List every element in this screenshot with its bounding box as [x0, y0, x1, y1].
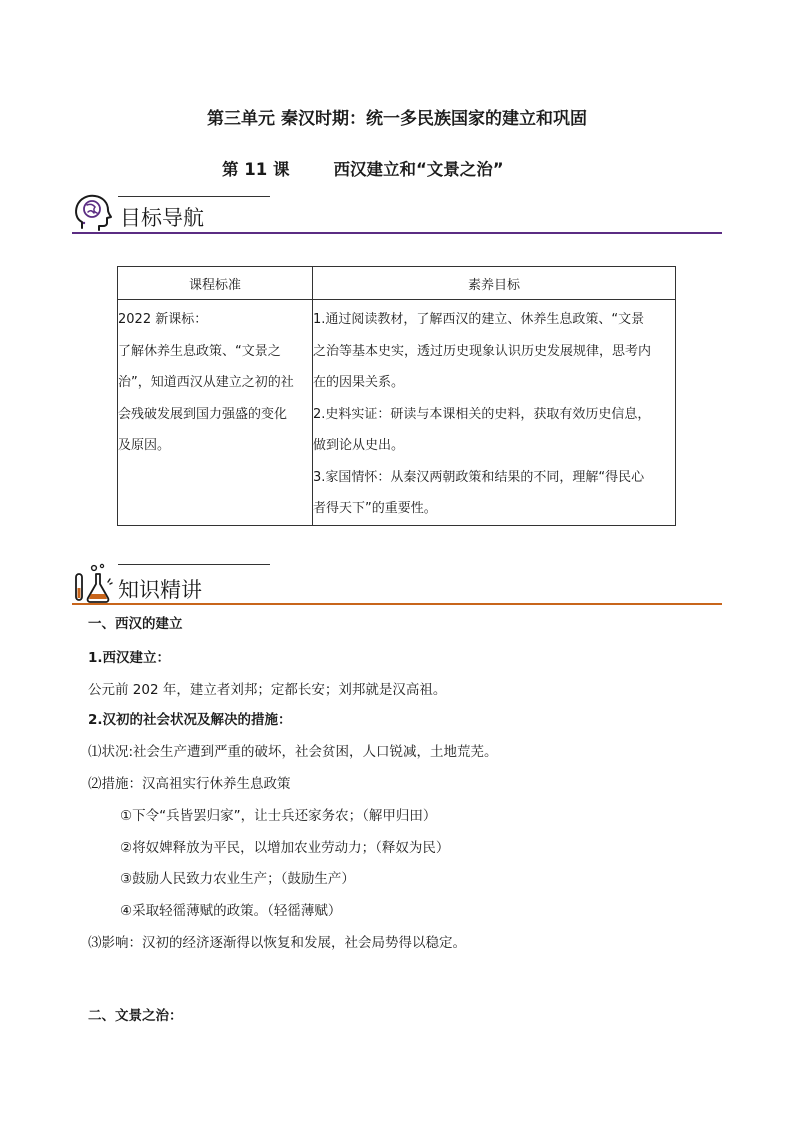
measure-item: ②将奴婢释放为平民，以增加农业劳动力；（释奴为民） — [120, 840, 450, 856]
section-goals-topline — [118, 196, 270, 197]
measures-text: ⑵措施：汉高祖实行休养生息政策 — [88, 776, 291, 792]
curriculum-standard-cell — [118, 300, 313, 526]
literacy-line: 1.通过阅读教材，了解西汉的建立、休养生息政策、“文景 — [313, 312, 645, 327]
standard-line: 会残破发展到国力强盛的变化 — [118, 406, 288, 422]
impact-text: ⑶影响：汉初的经济逐渐得以恢复和发展，社会局势得以稳定。 — [88, 935, 466, 951]
standard-line: 2022 新课标： — [118, 312, 208, 327]
literacy-line: 在的因果关系。 — [313, 375, 405, 390]
part1-heading: 一、西汉的建立 — [88, 616, 183, 632]
section-goals-header — [72, 190, 722, 236]
standard-line: 了解休养生息政策、“文景之 — [118, 343, 281, 359]
standard-line: 及原因。 — [118, 438, 171, 453]
unit-title: 第三单元 秦汉时期：统一多民族国家的建立和巩固 — [207, 109, 587, 129]
literacy-line: 3.家国情怀：从秦汉两朝政策和结果的不同，理解“得民心 — [313, 469, 645, 485]
brain-head-icon — [72, 192, 114, 234]
goals-table-header-row — [118, 267, 676, 300]
lab-flask-icon — [72, 562, 114, 604]
sub1-heading: 1.西汉建立： — [88, 650, 171, 666]
section-knowledge-rule — [72, 603, 722, 605]
status-text: ⑴状况:社会生产遭到严重的破坏，社会贫困，人口锐减，土地荒芜。 — [88, 744, 498, 760]
sub2-heading: 2.汉初的社会状况及解决的措施： — [88, 712, 292, 728]
header-literacy-goals: 素养目标 — [313, 267, 676, 300]
section-knowledge-label: 知识精讲 — [118, 578, 202, 602]
goals-table — [117, 266, 676, 526]
lesson-title: 西汉建立和“文景之治” — [333, 160, 504, 179]
sub1-text: 公元前 202 年，建立者刘邦；定都长安；刘邦就是汉高祖。 — [88, 682, 447, 698]
measure-item: ④采取轻徭薄赋的政策。（轻徭薄赋） — [120, 903, 342, 919]
part2-heading: 二、文景之治： — [88, 1008, 183, 1024]
section-goals-label: 目标导航 — [120, 206, 204, 230]
literacy-line: 2.史料实证：研读与本课相关的史料，获取有效历史信息， — [313, 406, 651, 422]
literacy-line: 做到论从史出。 — [313, 438, 405, 453]
measure-item: ③鼓励人民致力农业生产；（鼓励生产） — [120, 871, 355, 887]
section-knowledge-header — [72, 562, 722, 608]
literacy-goals-cell — [313, 300, 676, 526]
goals-table-row — [118, 300, 676, 526]
section-goals-rule — [72, 232, 722, 234]
literacy-line: 之治等基本史实，透过历史现象认识历史发展规律，思考内 — [313, 343, 652, 359]
literacy-line: 者得天下”的重要性。 — [313, 501, 437, 516]
measure-item: ①下令“兵皆罢归家”，让士兵还家务农；（解甲归田） — [120, 808, 437, 824]
lesson-heading — [222, 156, 504, 180]
lesson-number: 第 11 课 — [222, 160, 290, 179]
header-curriculum-standard: 课程标准 — [118, 267, 313, 300]
section-knowledge-topline — [118, 564, 270, 565]
standard-line: 治”，知道西汉从建立之初的社 — [118, 375, 294, 390]
